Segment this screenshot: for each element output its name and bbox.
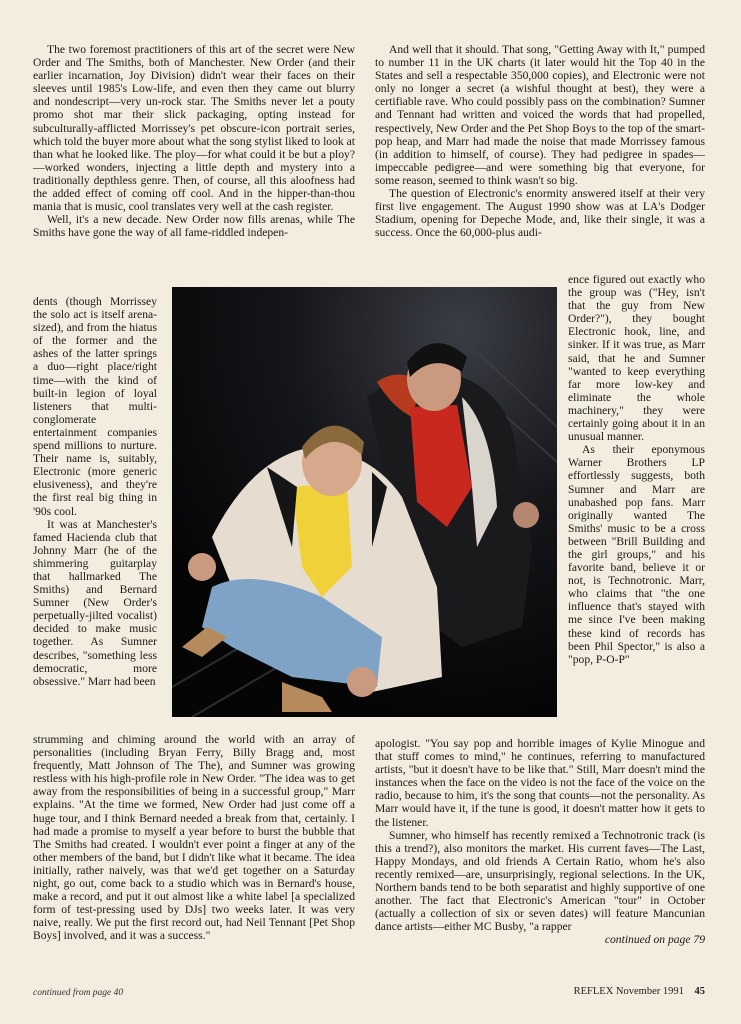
- issue-date: November 1991: [615, 986, 684, 997]
- page-number: 45: [694, 986, 705, 997]
- paragraph: ence figured out exactly who the group was ("Hey, isn't that the guy from New Order?"), they bought Electronic hook, line, and sinker. If it was true, as Marr said, that he and Sumner "wanted to keep everything far more low-key and eliminate the whole machinery," they were certainly going about it in an unusual manner.: [568, 273, 705, 444]
- page-footer: [574, 986, 705, 997]
- article-column-left-top: [33, 43, 355, 239]
- article-column-right-bottom: [375, 737, 705, 947]
- paragraph: dents (though Morrissey the solo act is itself arena-sized), and from the hiatus of the former and the ashes of the latter springs a duo—right place/right time—with the kind of built-in legion of loyal listeners that multi-conglomerate entertainment companies spend millions to nurture. Their name is, suitably, Electronic (more generic elusiveness), and they're the first real big thing in '90s cool.: [33, 295, 157, 518]
- article-column-left-bottom: [33, 733, 355, 943]
- article-column-right-top: [375, 43, 705, 239]
- paragraph: It was at Manchester's famed Hacienda club that Johnny Marr (he of the shimmering guitarplay that hallmarked The Smiths) and Bernard Sumner (New Order's perpetually-jilted vocalist) decided to make music together. As Sumner describes, "something less democratic, more obsessive." Marr had been: [33, 517, 157, 688]
- band-photo: [172, 287, 557, 717]
- paragraph: As their eponymous Warner Brothers LP effortlessly suggests, both Sumner and Marr are unabashed pop fans. Marr originally wanted The Smiths' music to be a cross between "Brill Building and the girl groups," and his favorite band, believe it or not, is Technotronic. Marr, who claims that "the one influence that's stayed with me since I've been making these kind of records has been Phil Spector," is also a "pop, P-O-P": [568, 443, 705, 666]
- article-column-left-wrap: [33, 295, 157, 688]
- paragraph: And well that it should. That song, "Getting Away with It," pumped to number 11 in the UK charts (it later would hit the Top 40 in the States and sell a respectable 350,000 copies), and Electronic were not only no longer a secret (a wishful thought at best), they were a certifiable rave. Who could possibly pass on the combination? Sumner and Tennant had written and voiced the words that had propelled, respectively, New Order and the Pet Shop Boys to the top of the smart-pop heap, and Marr had made the noise that made Morrissey famous (in addition to himself, of course). They had pedigree in spades—impeccable pedigree—and were something big that everyone, for some reason, seemed to think wasn't so big.: [375, 43, 705, 187]
- magazine-name: REFLEX: [573, 986, 614, 997]
- paragraph: Well, it's a new decade. New Order now fills arenas, while The Smiths have gone the way of all fame-riddled indepen-: [33, 213, 355, 240]
- paragraph: strumming and chiming around the world with an array of personalities (including Bryan Ferry, Billy Bragg and, most frequently, Matt Johnson of The The), and Sumner was growing restless with his high-profile role in New Order. "The idea was to get away from the responsibilities of being in a successful group," Marr explains. "At the time we formed, New Order had just come off a huge tour, and I think Bernard needed a break from that, certainly. I had made a promise to myself a year before to burst the bubble that The Smiths had created. I wouldn't ever point a finger at any of the other members of the band, but I didn't like what it became. The idea initially, rather naively, was that we'd get together on a Saturday night, go out, come back to a studio which was in Bernard's house, make a record, and put it out almost like a white label [a specialized form of test-pressing used by DJs] two weeks later. It was very naive, really. We put the first record out, had Neil Tennant [Pet Shop Boys] involved, and it was a success.": [33, 733, 355, 943]
- paragraph: apologist. "You say pop and horrible images of Kylie Minogue and that stuff comes to mind," he continues, referring to manufactured artists, "but it doesn't have to be like that." Still, Marr doesn't mind the instances when the face on the video is not the face of the voice on the radio, because to him, it's the song that counts—not the personality. As Marr would have it, if the tune is good, it doesn't matter how it gets to the listener.: [375, 737, 705, 829]
- paragraph: Sumner, who himself has recently remixed a Technotronic track (is this a trend?), also monitors the market. His current faves—The Last, Happy Mondays, and old friends A Certain Ratio, whom he's also recently remixed—are, unsurprisingly, regional selections. In the UK, Northern bands tend to be both separatist and highly supportive of one another. The fact that Electronic's American "tour" in October (actually a collection of six or seven dates) will feature Mancunian dance artists—either MC Busby, "a rapper: [375, 828, 705, 934]
- band-photo-illustration: [172, 287, 557, 717]
- article-column-right-wrap: [568, 273, 705, 666]
- paragraph: The two foremost practitioners of this art of the secret were New Order and The Smiths, both of Manchester. New Order (and their earlier incarnation, Joy Division) didn't wear their faces on their sleeves until 1985's Low-life, and even then they came out blurry and nondescript—very un-rock star. The Smiths never let a pouty promo shot mar their slick packaging, opting instead for subculturally-afflicted Morrissey's pet obscure-icon portrait series, which told the buyer more about what the song stylist liked to look at than what he looked like. The ploy—for what could it be but a ploy?—worked wonders, injecting a little depth and mystery into a traditionally depthless genre. Then, of course, all this aloofness had the added effect of coming off cool. And in the hipper-than-thou mania that is music, cool translates very well at the cash register.: [33, 43, 355, 214]
- continued-on-note: continued on page 79: [604, 933, 705, 947]
- continued-from-note: continued from page 40: [33, 988, 124, 998]
- paragraph: The question of Electronic's enormity answered itself at their very first live engagement. The August 1990 show was at LA's Dodger Stadium, opening for Depeche Mode, and, like their single, it was a success. Once the 60,000-plus audi-: [375, 187, 705, 240]
